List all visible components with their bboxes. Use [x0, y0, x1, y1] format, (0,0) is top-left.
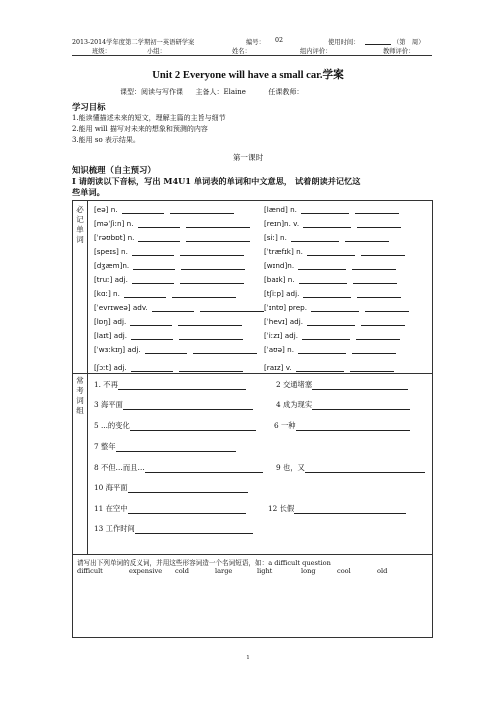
antonym-word: long	[301, 567, 316, 575]
meaning-blank[interactable]	[361, 318, 405, 326]
word-blank[interactable]	[303, 220, 351, 228]
word-row-right	[264, 303, 409, 312]
phonetic-label: [truː] adj.	[94, 275, 128, 284]
word-blank[interactable]	[291, 234, 339, 242]
word-row-right	[264, 289, 401, 298]
word-blank[interactable]	[307, 318, 355, 326]
preparer: 主备人：Elaine	[195, 88, 246, 96]
must-words-text: 必记单词	[76, 205, 84, 244]
phonetic-label: [baɪk] n.	[264, 275, 295, 284]
phrase-10: 10 海平面	[94, 483, 248, 493]
page-number: 1	[246, 655, 250, 661]
phonetic-label: [lænd] n.	[264, 205, 297, 214]
word-row-left	[94, 303, 264, 312]
header-title: 2013-2014学年度第二学期初一英语研学案	[72, 39, 195, 46]
teacher-eval-label: 教师评价：	[383, 48, 415, 55]
word-blank[interactable]	[145, 346, 187, 354]
word-row-left	[94, 345, 257, 354]
meaning-blank[interactable]	[179, 364, 243, 372]
meaning-blank[interactable]	[193, 346, 257, 354]
antonym-word: expensive	[129, 567, 163, 575]
meaning-blank[interactable]	[186, 234, 250, 242]
phrase-list	[88, 374, 433, 555]
answer-blank[interactable]	[294, 506, 406, 514]
word-blank[interactable]	[302, 332, 350, 340]
answer-blank[interactable]	[130, 423, 256, 431]
word-blank[interactable]	[307, 248, 355, 256]
word-blank[interactable]	[298, 346, 346, 354]
phrase-8: 8 不但…而且…	[94, 463, 263, 473]
word-row-right	[264, 317, 405, 326]
meaning-blank[interactable]	[353, 276, 397, 284]
objectives-heading: 学习目标	[72, 102, 106, 112]
lesson-type: 课型：阅读与写作课	[120, 88, 183, 96]
word-row-left	[94, 275, 244, 284]
group-label: 小组：	[147, 48, 166, 55]
answer-blank[interactable]	[312, 382, 408, 390]
word-blank[interactable]	[132, 248, 174, 256]
word-row-left	[94, 247, 244, 256]
word-blank[interactable]	[138, 234, 180, 242]
phrase-7: 7 整年	[94, 442, 236, 452]
word-row-right	[264, 247, 405, 256]
phrase-6: 6 一种	[274, 421, 410, 431]
knowledge-instruction-1: I 请朗读以下音标，写出 M4U1 单词表的单词和中文意思， 试着朗读并记忆这	[72, 176, 361, 186]
phonetic-label: [eə] n.	[94, 205, 118, 214]
meaning-blank[interactable]	[345, 234, 389, 242]
answer-blank[interactable]	[135, 526, 253, 534]
phrase-5: 5 ...的变化	[94, 421, 256, 431]
objective-1: 1.能读懂描述未来的短文，理解主篇的主旨与细节	[72, 114, 226, 122]
antonym-instruction: 请写出下列单词的反义词，并用这些形容词造一个名词短语，如：a difficult question	[77, 559, 331, 567]
phonetic-label: [ˈhevɪ] adj.	[264, 317, 304, 326]
phonetic-label: [ˈtræfɪk] n.	[264, 247, 303, 256]
phonetic-label: [ˈevrɪweə] adv.	[94, 303, 148, 312]
word-blank[interactable]	[152, 304, 194, 312]
meaning-blank[interactable]	[352, 346, 396, 354]
answer-blank[interactable]	[128, 485, 248, 493]
antonym-task	[73, 555, 433, 638]
phonetic-label: [dʒæm]n.	[94, 261, 130, 270]
phonetic-label: [tʃiːp] adj.	[264, 289, 300, 298]
word-row-right	[264, 275, 397, 284]
meaning-blank[interactable]	[180, 248, 244, 256]
word-blank[interactable]	[130, 318, 172, 326]
antonym-word: difficult	[77, 567, 103, 575]
phrase-13: 13 工作时间	[94, 524, 253, 534]
knowledge-instruction-2: 些单词。	[72, 187, 105, 197]
phonetic-label: [wɪnd]n.	[264, 261, 295, 270]
teacher-label: 任课教师：	[268, 88, 304, 96]
meaning-blank[interactable]	[357, 220, 401, 228]
phonetic-label: [ˈrəʊbɒt] n.	[94, 233, 135, 242]
word-blank[interactable]	[303, 290, 351, 298]
meaning-blank[interactable]	[181, 262, 245, 270]
word-blank[interactable]	[311, 304, 359, 312]
lesson-label: 第一课时	[232, 153, 264, 162]
must-words-label	[73, 201, 88, 374]
answer-blank[interactable]	[296, 423, 410, 431]
word-row-right	[264, 331, 400, 340]
word-blank[interactable]	[296, 364, 344, 372]
word-row-left	[94, 363, 243, 372]
meaning-blank[interactable]	[172, 290, 236, 298]
header-number: 02	[275, 37, 284, 44]
name-label: 姓名：	[232, 48, 251, 55]
meaning-blank[interactable]	[178, 318, 242, 326]
subtitle	[120, 87, 303, 97]
phonetic-label: [ʃɔːt] adj.	[94, 363, 127, 372]
header-week: （第 周）	[393, 39, 425, 46]
knowledge-heading: 知识梳理（自主预习）	[72, 165, 156, 175]
phonetic-label: [raɪz] v.	[264, 363, 292, 372]
answer-blank[interactable]	[312, 402, 410, 410]
word-row-right	[264, 363, 394, 372]
objective-2: 2.能用 will 描写对未来的想象和预测的内容	[72, 125, 208, 133]
phonetic-label: [ˈaʊə] n.	[264, 345, 294, 354]
word-blank[interactable]	[301, 206, 349, 214]
worksheet-table	[72, 200, 433, 638]
word-blank[interactable]	[138, 220, 180, 228]
word-row-right	[264, 233, 389, 242]
meaning-blank[interactable]	[352, 262, 396, 270]
header-rule	[72, 55, 432, 56]
answer-blank[interactable]	[116, 444, 236, 452]
phonetic-label: [ˈiːzɪ] adj.	[264, 331, 298, 340]
phonetic-label: [laɪt] adj.	[94, 331, 128, 340]
phrase-9: 9 也，又	[276, 463, 425, 473]
word-blank[interactable]	[133, 262, 175, 270]
word-row-right	[264, 261, 396, 270]
word-row-left	[94, 317, 242, 326]
meaning-blank[interactable]	[179, 332, 243, 340]
phonetic-label: [məˈʃiːn] n.	[94, 219, 134, 228]
objective-3: 3.能用 so 表示结果。	[72, 136, 140, 144]
phrase-12: 12 长假	[268, 504, 406, 514]
meaning-blank[interactable]	[365, 304, 409, 312]
header-number-label: 编号：	[246, 39, 265, 46]
word-blank[interactable]	[298, 262, 346, 270]
antonym-word: large	[215, 567, 233, 575]
phonetic-label: [lɒŋ] adj.	[94, 317, 127, 326]
word-row-left	[94, 289, 236, 298]
meaning-blank[interactable]	[355, 206, 399, 214]
answer-blank[interactable]	[128, 506, 246, 514]
meaning-blank[interactable]	[180, 276, 244, 284]
meaning-blank[interactable]	[200, 304, 264, 312]
meaning-blank[interactable]	[170, 206, 234, 214]
phrase-4: 4 成为现实	[276, 400, 410, 410]
word-blank[interactable]	[131, 332, 173, 340]
antonym-word: cool	[337, 567, 351, 575]
phonetic-label: [ˈɪntʊ] prep.	[264, 303, 307, 312]
phrase-2: 2 交通堵塞	[276, 380, 408, 390]
phonetic-label: [siː] n.	[264, 233, 287, 242]
meaning-blank[interactable]	[186, 220, 250, 228]
class-label: 班级：	[92, 48, 111, 55]
phrase-1: 1. 不再	[94, 380, 246, 390]
word-blank[interactable]	[299, 276, 347, 284]
phonetic-label: [ˈwɜːkɪŋ] adj.	[94, 345, 141, 354]
common-phrases-label	[73, 374, 88, 555]
word-blank[interactable]	[122, 206, 164, 214]
word-blank[interactable]	[124, 290, 166, 298]
word-row-left	[94, 205, 234, 214]
answer-blank[interactable]	[123, 402, 253, 410]
antonym-word: cold	[175, 567, 189, 575]
word-list	[88, 201, 433, 374]
answer-blank[interactable]	[118, 382, 246, 390]
page-title: Unit 2 Everyone will have a small car.学案	[152, 70, 344, 81]
phonetic-label: [reɪn]n. v.	[264, 219, 300, 228]
word-blank[interactable]	[131, 364, 173, 372]
word-row-left	[94, 233, 250, 242]
group-eval-label: 组内评价：	[300, 48, 332, 55]
meaning-blank[interactable]	[356, 332, 400, 340]
word-row-left	[94, 219, 250, 228]
phrase-11: 11 在空中	[94, 504, 246, 514]
word-row-left	[94, 261, 245, 270]
header-time-label: 使用时间：	[328, 39, 360, 46]
word-row-right	[264, 205, 399, 214]
phrase-3: 3 海平面	[94, 400, 253, 410]
meaning-blank[interactable]	[357, 290, 401, 298]
meaning-blank[interactable]	[350, 364, 394, 372]
time-blank[interactable]	[365, 44, 391, 45]
phonetic-label: [kɑː] n.	[94, 289, 120, 298]
word-row-left	[94, 331, 243, 340]
phonetic-label: [speɪs] n.	[94, 247, 128, 256]
common-phrases-text: 常考词组	[76, 376, 84, 415]
antonym-word: light	[257, 567, 273, 575]
word-row-right	[264, 219, 401, 228]
meaning-blank[interactable]	[361, 248, 405, 256]
word-row-right	[264, 345, 396, 354]
antonym-word: old	[377, 567, 388, 575]
word-blank[interactable]	[132, 276, 174, 284]
answer-blank[interactable]	[305, 465, 425, 473]
answer-blank[interactable]	[145, 465, 263, 473]
